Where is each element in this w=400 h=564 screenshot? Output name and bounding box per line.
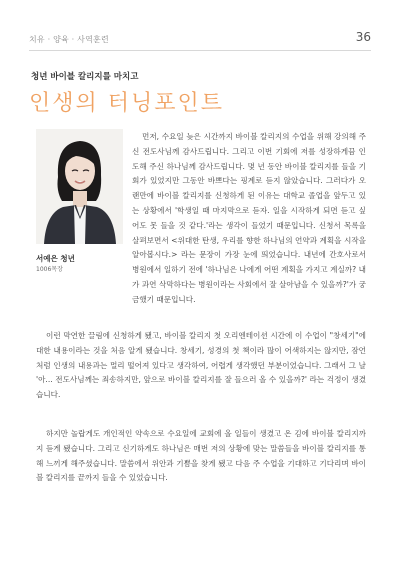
author-role: 1006목장 [36, 266, 63, 273]
header-divider [29, 50, 371, 51]
portrait-image [36, 129, 123, 244]
paragraph-text: 이런 막연한 끌림에 신청하게 됐고, 바이블 칼리지 첫 오리엔테이션 시간에 이 수업이 "창세기"에 대한 내용이라는 것을 처음 알게 됐습니다. 창세기, 성경의 첫 책이라 많이 어색하지는 않지만, 잠언처럼 인생의 내용과는 멀리 떨어져 있다고 생각하여, 어렵게 생각했던 부분이었습니다. 그래서 그 날 '아... 전도사님께는 죄송하지만, 앞으로 바이블 칼리지를 잘 들으러 올 수 있을까?' 라는 걱정이 생겼습니다. [36, 331, 366, 400]
paragraph-text: 하지만 놀랍게도 개인적인 약속으로 수요일에 교회에 올 일들이 생겼고 온 김에 바이블 칼리지까지 듣게 됐습니다. 그리고 신기하게도 하나님은 매번 저의 상황에 맞는 말씀들을 바이블 칼리지를 통해 느끼게 해주셨습니다. 말씀에서 위안과 기쁨을 찾게 됐고 다음 주 수업을 기대하고 기다리며 바이블 칼리지를 끝까지 들을 수 있었습니다. [36, 429, 366, 483]
article-headline: 인생의 터닝포인트 [29, 91, 225, 116]
paragraph-text: 먼저, 수요일 늦은 시간까지 바이블 칼리지의 수업을 위해 강의해 주신 전도사님께 감사드립니다. 그리고 이번 기회에 저를 성장하게끔 인도해 주신 하나님께 감사드립니다. 몇 년 동안 바이블 칼리지를 들을 기회가 있었지만 그동안 바쁘다는 핑계로 듣지 않았습니다. 그러다가 오랜만에 바이블 칼리지를 신청하게 된 이유는 대학교 졸업을 앞두고 있는 상황에서 '학생일 때 마지막으로 듣자. 일을 시작하게 되면 듣고 싶어도 못 들을 것 같다.'라는 생각이 들었기 때문입니다. 신청서 목록을 살펴보면서 <위대한 탄생, 우리를 향한 하나님의 언약과 계획을 시작을 알아봅시다.> 라는 문장이 가장 눈에 띄었습니다. 내년에 간호사로서 병원에서 일하기 전에 '하나님은 나에게 어떤 계획을 가지고 계실까? 내가 과연 삭막하다는 병원이라는 사회에서 잘 살아남을 수 있을까?'가 궁금했기 때문입니다. [132, 132, 366, 304]
article-paragraph-3 [36, 427, 366, 486]
author-photo [36, 129, 123, 244]
page-header [0, 0, 400, 50]
page-number: 36 [355, 30, 371, 44]
article-paragraph-2 [36, 329, 366, 403]
section-label: 치유 · 양육 · 사역훈련 [29, 35, 109, 44]
author-name: 서예은 청년 [36, 254, 75, 263]
article-subtitle: 청년 바이블 칼리지를 마치고 [31, 72, 139, 82]
article-paragraph-1 [132, 130, 366, 308]
